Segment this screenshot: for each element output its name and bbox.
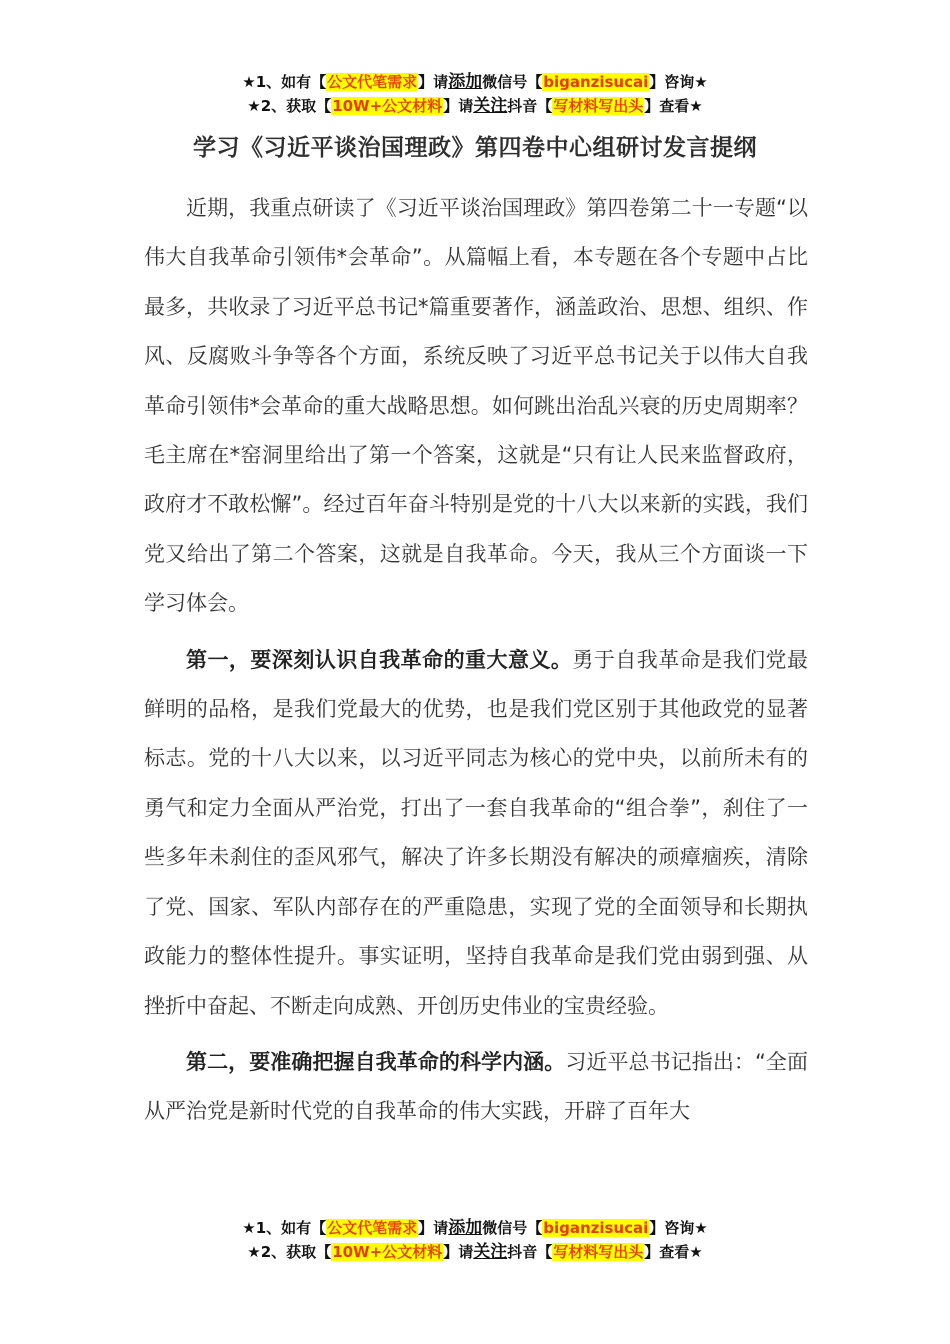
paragraph-intro: 近期，我重点研读了《习近平谈治国理政》第四卷第二十一专题“以伟大自我革命引领伟*会革命”。从篇幅上看，本专题在各个专题中占比最多，共收录了习近平总书记*篇重要著作，涵盖政治、思想、组织、作风、反腐败斗争等各个方面，系统反映了习近平总书记关于以伟大自我革命引领伟*会革命的重大战略思想。如何跳出治乱兴衰的历史周期率？毛主席在*窑洞里给出了第一个答案，这就是“只有让人民来监督政府，政府才不敢松懈”。经过百年奋斗特别是党的十八大以来新的实践，我们党又给出了第二个答案，这就是自我革命。今天，我从三个方面谈一下学习体会。 <box>144 196 808 616</box>
star-icon: ★ <box>694 73 708 91</box>
highlight-service: 公文代笔需求 <box>327 1219 418 1237</box>
highlight-wechat-id: biganzisucai <box>543 1219 649 1237</box>
star-icon: ★ <box>689 97 703 115</box>
highlight-douyin-account: 写材料写出头 <box>553 97 644 115</box>
highlight-douyin-account: 写材料写出头 <box>553 1243 644 1261</box>
point-heading: 第一，要深刻认识自我革命的重大意义。 <box>186 647 573 672</box>
paragraph-point-2: 第二，要准确把握自我革命的科学内涵。习近平总书记指出：“全面从严治党是新时代党的自我革命的伟大实践，开辟了百年大 <box>144 1049 808 1124</box>
star-icon: ★ <box>242 1219 256 1237</box>
promo-line-1: ★1、如有【公文代笔需求】请添加微信号【biganzisucai】咨询★ <box>242 72 708 92</box>
star-icon: ★ <box>694 1219 708 1237</box>
highlight-service: 公文代笔需求 <box>327 73 418 91</box>
underlined-text: 添加 <box>448 72 483 92</box>
promo-line-1: ★1、如有【公文代笔需求】请添加微信号【biganzisucai】咨询★ <box>242 1218 708 1238</box>
underlined-text: 关注 <box>473 1242 508 1262</box>
star-icon: ★ <box>689 1243 703 1261</box>
header-promo-banner <box>0 70 950 118</box>
highlight-wechat-id: biganzisucai <box>543 73 649 91</box>
document-body <box>144 184 808 1144</box>
footer-promo-banner <box>0 1216 950 1264</box>
document-title: 学习《习近平谈治国理政》第四卷中心组研讨发言提纲 <box>193 135 757 161</box>
promo-line-2: ★2、获取【10W+公文材料】请关注抖音【写材料写出头】查看★ <box>247 1242 703 1262</box>
star-icon: ★ <box>247 97 261 115</box>
highlight-materials: 10W+公文材料 <box>332 97 443 115</box>
star-icon: ★ <box>242 73 256 91</box>
star-icon: ★ <box>247 1243 261 1261</box>
point-heading: 第二，要准确把握自我革命的科学内涵。 <box>186 1049 566 1074</box>
paragraph-point-1: 第一，要深刻认识自我革命的重大意义。勇于自我革命是我们党最鲜明的品格，是我们党最大的优势，也是我们党区别于其他政党的显著标志。党的十八大以来，以习近平同志为核心的党中央，以前所未有的勇气和定力全面从严治党，打出了一套自我革命的“组合拳”，刹住了一些多年未刹住的歪风邪气，解决了许多长期没有解决的顽瘴痼疾，清除了党、国家、军队内部存在的严重隐患，实现了党的全面领导和长期执政能力的整体性提升。事实证明，坚持自我革命是我们党由弱到强、从挫折中奋起、不断走向成熟、开创历史伟业的宝贵经验。 <box>144 647 809 1018</box>
promo-line-2: ★2、获取【10W+公文材料】请关注抖音【写材料写出头】查看★ <box>247 96 703 116</box>
underlined-text: 添加 <box>448 1218 483 1238</box>
underlined-text: 关注 <box>473 96 508 116</box>
highlight-materials: 10W+公文材料 <box>332 1243 443 1261</box>
